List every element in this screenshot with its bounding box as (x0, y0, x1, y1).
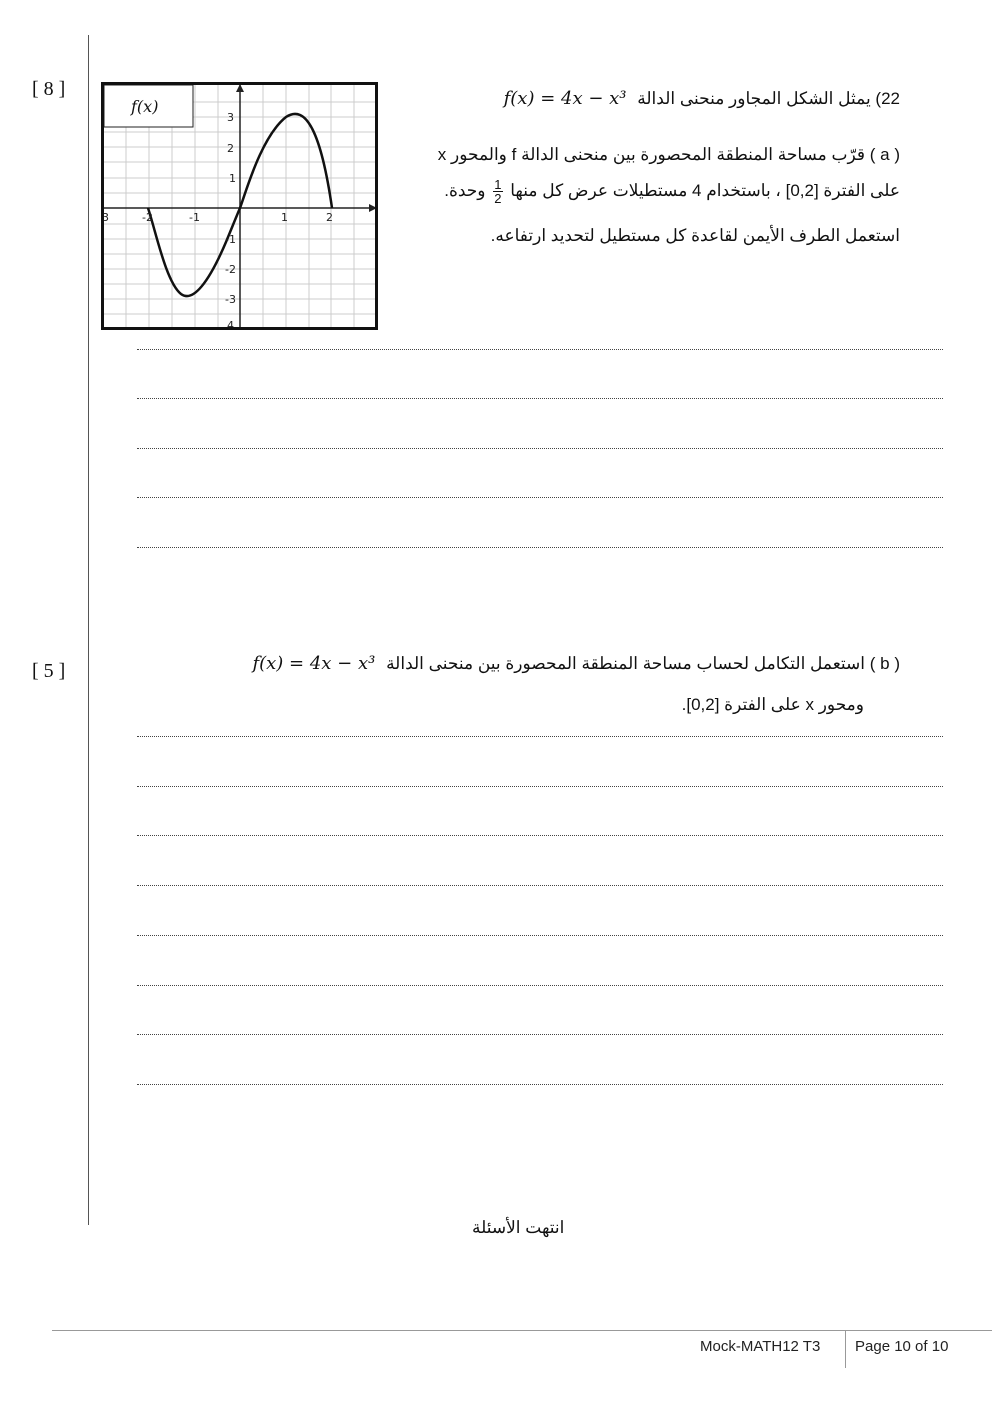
question-b-line2: ومحور x على الفترة [0,2]. (681, 695, 864, 714)
question-a-line1 (504, 88, 900, 109)
y-axis-arrow (236, 84, 244, 92)
q-b-text: ( b ) استعمل التكامل لحساب مساحة المنطقة المحصورة بين منحنى الدالة (386, 654, 900, 673)
x-tick: -2 (142, 211, 153, 224)
y-tick: -2 (225, 263, 236, 276)
q-a-line3-start: على الفترة [0,2] ، باستخدام 4 مستطيلات عرض كل منها (510, 180, 900, 200)
footer-page: Page 10 of 10 (855, 1338, 949, 1355)
question-a-line4: استعمل الطرف الأيمن لقاعدة كل مستطيل لتحديد ارتفاعه. (490, 226, 900, 245)
marks-a: [ 8 ] (32, 78, 66, 100)
marks-b: [ 5 ] (32, 660, 66, 682)
x-tick: 1 (281, 211, 288, 224)
q-b-function: f(x) = 4x − x³ (252, 653, 376, 674)
y-tick: 1 (229, 172, 236, 185)
y-tick: 3 (227, 111, 234, 124)
y-tick: -3 (225, 293, 236, 306)
q-a-line3-end: وحدة. (444, 180, 486, 200)
footer-exam: Mock-MATH12 T3 (700, 1338, 821, 1355)
x-tick: -1 (189, 211, 200, 224)
answer-line[interactable] (137, 1034, 943, 1035)
x-tick: 2 (326, 211, 333, 224)
graph-svg (101, 82, 378, 330)
q22-text: 22) يمثل الشكل المجاور منحنى الدالة (637, 89, 900, 108)
answer-line[interactable] (137, 786, 943, 787)
graph-label: f(x) (131, 97, 159, 116)
answer-line[interactable] (137, 1084, 943, 1085)
x-tick: 3 (102, 211, 109, 224)
question-a-line3 (444, 178, 900, 205)
end-of-questions: انتهت الأسئلة (472, 1218, 565, 1237)
y-tick: -1 (225, 233, 236, 246)
answer-line[interactable] (137, 398, 943, 399)
footer-divider (52, 1330, 992, 1331)
answer-line[interactable] (137, 835, 943, 836)
question-b-line1 (252, 653, 900, 674)
answer-line[interactable] (137, 885, 943, 886)
y-tick: 2 (227, 142, 234, 155)
half-fraction: $\frac{1}{2}$ (494, 177, 502, 206)
y-tick: 4 (227, 319, 234, 330)
answer-line[interactable] (137, 985, 943, 986)
answer-line[interactable] (137, 497, 943, 498)
answer-line[interactable] (137, 736, 943, 737)
answer-line[interactable] (137, 448, 943, 449)
answer-line[interactable] (137, 935, 943, 936)
q22-function: f(x) = 4x − x³ (503, 88, 627, 109)
answer-line[interactable] (137, 547, 943, 548)
answer-line[interactable] (137, 349, 943, 350)
margin-line (88, 35, 89, 1225)
question-a-line2: ( a ) قرّب مساحة المنطقة المحصورة بين منحنى الدالة f والمحور x (437, 145, 900, 164)
footer-separator (845, 1330, 846, 1368)
function-graph (101, 82, 378, 330)
